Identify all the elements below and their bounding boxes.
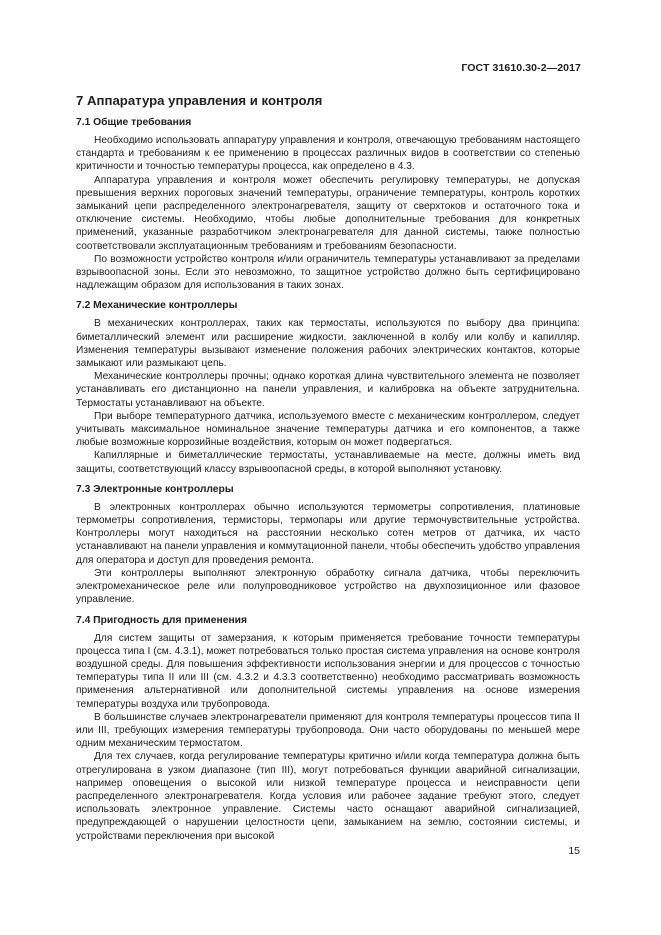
paragraph: Эти контроллеры выполняют электронную обработку сигнала датчика, чтобы переключить электромеханическое реле или полупроводниковое устройство на двухпозиционное или фазовое управление. bbox=[76, 567, 580, 606]
section-title: 7 Аппаратура управления и контроля bbox=[76, 93, 323, 108]
subsection-title: 7.1 Общие требования bbox=[76, 117, 192, 128]
subsection-7-3 bbox=[76, 484, 580, 607]
paragraph: В большинстве случаев электронагреватели применяют для контроля температуры процессов типа II или III, требующих измерения температуры трубопровода. Они часто оборудованы по меньшей мере одним механическим термостатом. bbox=[76, 711, 580, 750]
paragraph: Для систем защиты от замерзания, к которым применяется требование точности температуры процесса типа I (см. 4.3.1), может потребоваться только простая система управления на основе контроля воздушной среды. Для повышения эффективности использования энергии и для процессов с точностью температуры типа II или III (см. 4.3.2 и 4.3.3 соответственно) необходимо рассматривать возможность применения альтернативной или дополнительной системы управления на основе измерения температуры воздуха или трубопровода. bbox=[76, 632, 580, 710]
paragraph: Необходимо использовать аппаратуру управления и контроля, отвечающую требованиям настоящего стандарта и требованиям к ее применению в процессах различных видов в соответствии со степенью критичности и точностью температуры процесса, как определено в 4.3. bbox=[76, 135, 580, 173]
paragraph: В электронных контроллерах обычно используются термометры сопротивления, платиновые термометры сопротивления, термисторы, термопары или другие термочувствительные устройства. Контроллеры могут находиться на расстоянии несколько сотен метров от датчика, их часто устанавливают на панели управления и коммутационной панели, чтобы обеспечить удобство управления для оператора и доступ для проведения ремонта. bbox=[76, 501, 580, 566]
paragraph: Механические контроллеры прочны; однако короткая длина чувствительного элемента не позволяет устанавливать его дистанционно на панели управления, и калибровка на объекте затруднительна. Термостаты устанавливают на объекте. bbox=[76, 371, 580, 409]
paragraph: Для тех случаев, когда регулирование температуры критично и/или когда температура должна быть отрегулирована в узком диапазоне (тип III), могут потребоваться функции аварийной сигнализации, например оповещения о высокой или низкой температуре процесса и неисправности цепи распределенного электронагревателя. Когда условия или рабочее задание требуют этого, следует использовать электронное управление. Системы часто оснащают аварийной сигнализацией, предупреждающей о нарушении целостности цепи, замыканием на землю, состоянии системы, и устройствами переключения при высокой bbox=[76, 751, 580, 842]
paragraph: По возможности устройство контроля и/или ограничитель температуры устанавливают за пределами взрывоопасной зоны. Если это невозможно, то защитное устройство должно быть сертифицировано надлежащим образом для использования в таких зонах. bbox=[76, 253, 580, 292]
subsection-7-1 bbox=[76, 117, 580, 292]
paragraph: Аппаратура управления и контроля может обеспечить регулировку температуры, не допуская превышения верхних пороговых значений температуры, ограничение температуры, контроль коротких замыканий цепи распределенного электронагревателя, защиту от сверхтоков и остаточного тока и отключение системы. Необходимо, чтобы любые дополнительные требования для конкретных применений, указанные разработчиком электронагревателя для данной системы, также полностью соответствовали эксплуатационным требованиям и требованиям безопасности. bbox=[76, 174, 580, 252]
paragraph: При выборе температурного датчика, используемого вместе с механическим контроллером, следует учитывать максимальное номинальное значение температуры датчика и его компонентов, а также любые возможные коррозийные воздействия, которым он может подвергаться. bbox=[76, 410, 580, 449]
subsection-title: 7.2 Механические контроллеры bbox=[76, 300, 238, 312]
subsection-7-4 bbox=[76, 615, 580, 843]
document-code: ГОСТ 31610.30-2—2017 bbox=[461, 62, 581, 74]
page-number: 15 bbox=[568, 845, 580, 857]
subsection-title: 7.4 Пригодность для применения bbox=[76, 614, 248, 626]
subsection-7-2 bbox=[76, 300, 580, 475]
document-body bbox=[76, 93, 580, 843]
paragraph: Капиллярные и биметаллические термостаты, устанавливаемые на месте, должны иметь вид защиты, соответствующий классу взрывоопасной среды, в которой выполняют установку. bbox=[76, 450, 580, 475]
paragraph: В механических контроллерах, таких как термостаты, используются по выбору два принципа: биметаллический элемент или расширение жидкости, заключенной в колбу или колбу и капилляр. Изменения температуры вызывают изменение положения рабочих электрических контактов, которые замыкают или размыкают цепь. bbox=[76, 318, 580, 370]
subsection-title: 7.3 Электронные контроллеры bbox=[76, 483, 234, 495]
